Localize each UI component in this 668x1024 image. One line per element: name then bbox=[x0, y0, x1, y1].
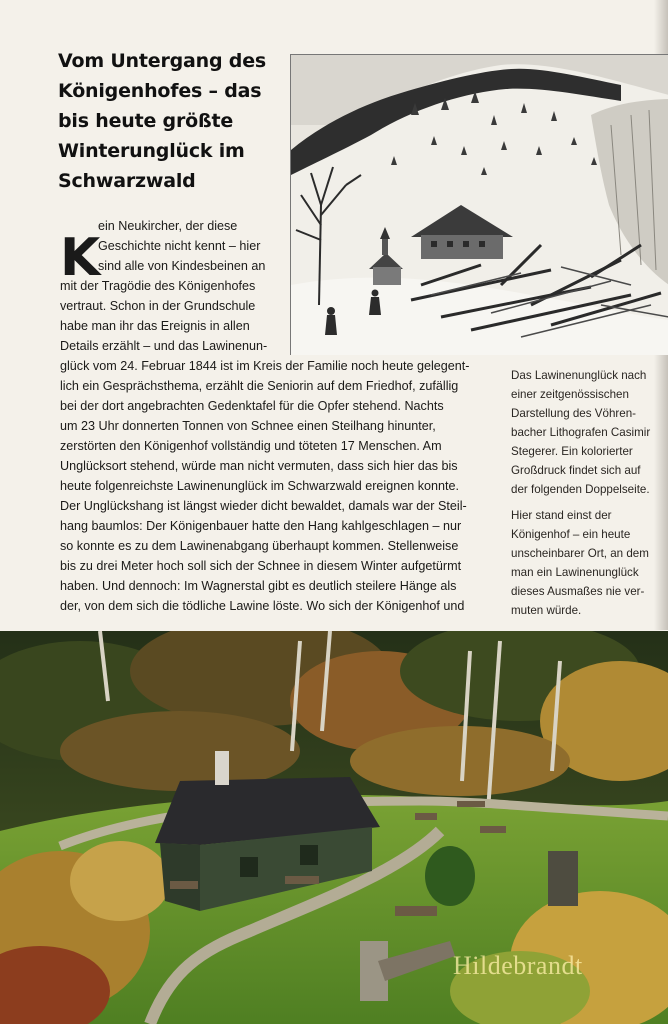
photo-caption-line: dieses Ausmaßes nie ver- bbox=[511, 585, 645, 598]
body-line: lich ein Gesprächsthema, erzählt die Seniorin auf dem Friedhof, zufällig bbox=[60, 379, 459, 393]
body-line: zerstörten den Königenhof vollständig und töteten 17 Menschen. Am bbox=[60, 439, 442, 453]
photo-caption-line: muten würde. bbox=[511, 604, 582, 617]
body-line: ein Neukircher, der diese bbox=[98, 219, 238, 233]
body-line: um 23 Uhr donnerten Tonnen von Schnee einen Steilhang hinunter, bbox=[60, 419, 436, 433]
photo-caption-line: man ein Lawinenunglück bbox=[511, 566, 639, 579]
body-line: heute folgenreichste Lawinenunglück im Schwarzwald ereignen konnte. bbox=[60, 479, 460, 493]
body-line: der, von dem sich die tödliche Lawine löste. Wo sich der Königenhof und bbox=[60, 599, 465, 613]
title-line: Vom Untergang des bbox=[58, 50, 266, 72]
title-line: bis heute größte bbox=[58, 110, 234, 132]
photo-watermark: Hildebrandt bbox=[453, 951, 583, 980]
body-line: haben. Und dennoch: Im Wagnerstal gibt es deutlich steilere Hänge als bbox=[60, 579, 457, 593]
illustration-caption-line: Darstellung des Vöhren- bbox=[511, 407, 637, 420]
illustration-caption-line: einer zeitgenössischen bbox=[511, 388, 629, 401]
title-line: Königenhofes – das bbox=[58, 80, 262, 102]
body-line: hang baumlos: Der Königenbauer hatte den Hang kahlgeschlagen – nur bbox=[60, 519, 462, 533]
title-line: Schwarzwald bbox=[58, 170, 196, 192]
drop-cap: K bbox=[60, 228, 101, 288]
body-line: Unglücksort stehend, würde man nicht vermuten, dass sich hier das bis bbox=[60, 459, 458, 473]
body-line: Details erzählt – und das Lawinenun- bbox=[60, 339, 268, 353]
avalanche-lithograph bbox=[290, 54, 668, 355]
body-line: so konnte es zu dem Lawinenabgang überhaupt kommen. Stellenweise bbox=[60, 539, 459, 553]
title-line: Winterunglück im bbox=[58, 140, 245, 162]
body-line: sind alle von Kindesbeinen an bbox=[98, 259, 266, 273]
body-line: Geschichte nicht kennt – hier bbox=[98, 239, 261, 253]
illustration-caption-line: Das Lawinenunglück nach bbox=[511, 369, 647, 382]
article-title bbox=[58, 46, 288, 196]
body-line: bis zu drei Meter hoch soll sich der Schnee in diesem Winter aufgetürmt bbox=[60, 559, 462, 573]
body-line: vertraut. Schon in der Grundschule bbox=[60, 299, 256, 313]
photo-caption-line: unscheinbarer Ort, an dem bbox=[511, 547, 649, 560]
photo-caption-line: Königenhof – ein heute bbox=[511, 528, 631, 541]
photo-caption-line: Hier stand einst der bbox=[511, 509, 612, 522]
illustration-caption-line: bacher Lithografen Casimir bbox=[511, 426, 651, 439]
illustration-caption-line: Großdruck findet sich auf bbox=[511, 464, 641, 477]
body-line: bei der dort angebrachten Gedenktafel für die Opfer stehend. Nachts bbox=[60, 399, 444, 413]
body-line: Der Unglückshang ist längst wieder dicht bewaldet, damals war der Steil- bbox=[60, 499, 467, 513]
body-line: glück vom 24. Februar 1844 ist im Kreis der Familie noch heute gelegent- bbox=[60, 359, 470, 373]
illustration-caption-line: Stegerer. Ein kolorierter bbox=[511, 445, 633, 458]
body-line: habe man ihr das Ereignis in allen bbox=[60, 319, 250, 333]
body-line: mit der Tragödie des Königenhofes bbox=[60, 279, 256, 293]
illustration-caption-line: der folgenden Doppelseite. bbox=[511, 483, 650, 496]
